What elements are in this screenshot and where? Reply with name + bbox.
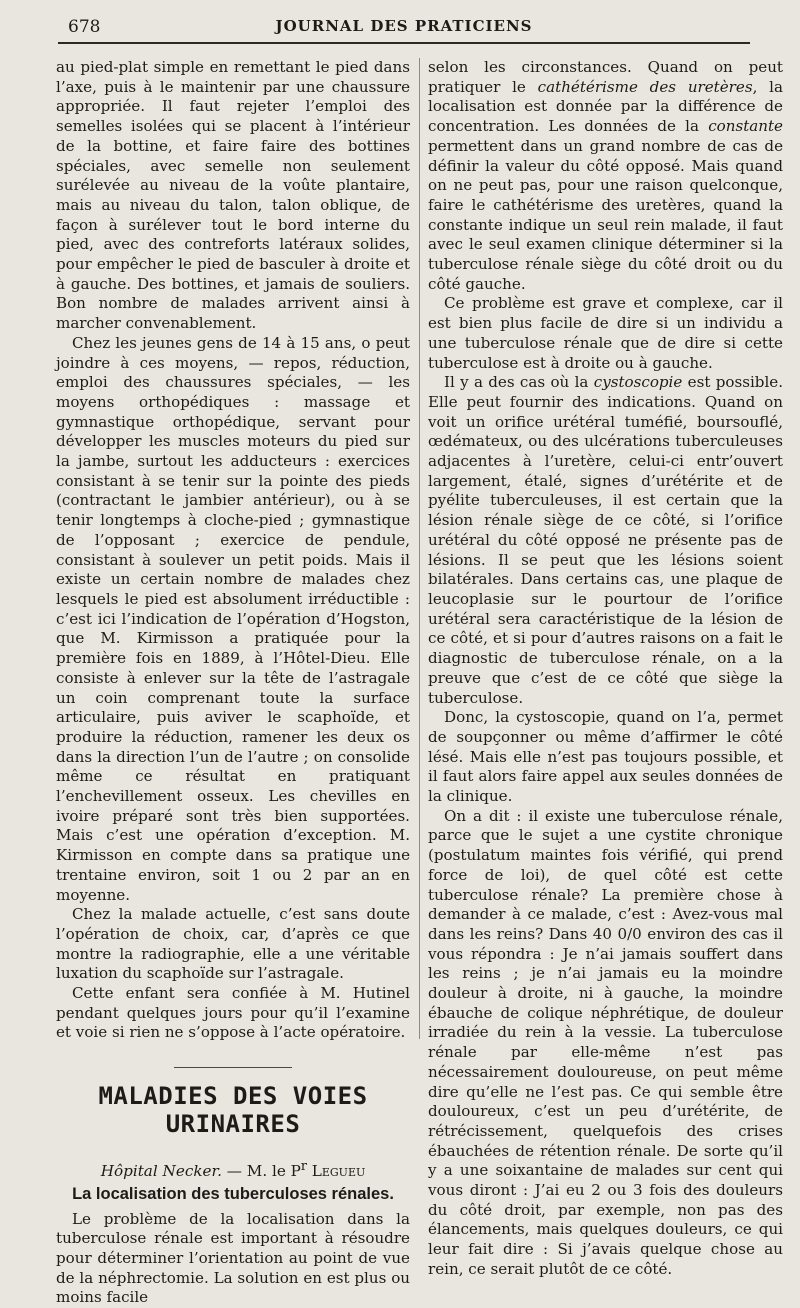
byline	[56, 1156, 410, 1182]
paragraph: Chez la malade actuelle, c’est sans doute l’opération de choix, car, d’après ce que montre la radiographie, elle a une véritable luxation du scaphoïde sur l’astragale.	[56, 905, 410, 983]
running-title: JOURNAL DES PRATICIENS	[275, 17, 533, 35]
article-title: La localisation des tuberculoses rénales.	[72, 1184, 394, 1203]
paragraph: Chez les jeunes gens de 14 à 15 ans, o peut joindre à ces moyens, — repos, réduction, emploi des chaussures spéciales, — les moyens orthopédiques : massage et gymnastique orthopédique, servant pour développer les muscles moteurs du pied sur la jambe, surtout les adducteurs : exercices consistant à se tenir sur la pointe des pieds (contractant le jambier antérieur), ou à se tenir longtemps à cloche-pied ; gymnastique de l’opposant ; exercice de pendule, consistant à soulever un petit poids. Mais il existe un certain nombre de malades chez lesquels le pied est absolument irréductible : c’est ici l’indication de l’opération d’Hogston, que M. Kirmisson a pratiquée pour la première fois en 1889, à l’Hôtel-Dieu. Elle consiste à enlever sur la tête de l’astragale un coin comprenant toute la surface articulaire, puis aviver le scaphoïde, et produire la réduction, ramener les deux os dans la direction l’un de l’autre ; on consolide même ce résultat en pratiquant l’enchevillement osseux. Les chevilles en ivoire préparé sont très bien supportées. Mais c’est une opération d’exception. M. Kirmisson en compte dans sa pratique une trentaine environ, soit 1 ou 2 par an en moyenne.	[56, 333, 410, 904]
byline-name: Legueu	[306, 1162, 366, 1181]
text-run: Il y a des cas où la	[444, 373, 594, 392]
emphasis: cystoscopie	[593, 373, 683, 392]
paragraph: Ce problème est grave et complexe, car il est bien plus facile de dire si un individu a une tuberculose rénale que de dire si cette tuberculose est à droite ou à gauche.	[428, 294, 783, 372]
emphasis: constante	[708, 117, 783, 136]
section-rule	[174, 1067, 292, 1068]
byline-superscript: r	[300, 1158, 307, 1174]
byline-separator: — M. le P	[221, 1162, 301, 1181]
byline-place: Hôpital Necker.	[100, 1162, 222, 1181]
page-header	[58, 14, 750, 44]
section-title: MALADIES DES VOIES URINAIRES	[98, 1082, 368, 1139]
paragraph: Donc, la cystoscopie, quand on l’a, permet de soupçonner ou même d’affirmer le côté lésé. Mais elle n’est pas toujours possible, et il faut alors faire appel aux seules données de la clinique.	[428, 708, 783, 806]
text-run: selon les circonstances. Quand on peut pratiquer le	[428, 58, 783, 96]
text-run: permettent dans un grand nombre de cas de définir la valeur du côté opposé. Mais quand on ne peut pas, pour une raison quelconque, faire le cathétérisme des uretères, quand la constante indique un seul rein malade, il faut avec le seul examen clinique déterminer si la tuberculose rénale siège du côté droit ou du côté gauche.	[428, 136, 783, 293]
emphasis: cathétérisme des uretères	[537, 77, 753, 96]
paragraph: au pied-plat simple en remettant le pied dans l’axe, puis à le maintenir par une chaussure appropriée. Il faut rejeter l’emploi des semelles isolées qui se placent à l’intérieur de la bottine, et faire faire des bottines spéciales, avec semelle non seulement surélevée au niveau de la voûte plantaire, mais au niveau du talon, talon oblique, de façon à surélever tout le bord interne du pied, avec des contreforts latéraux solides, pour empêcher le pied de basculer à droite et à gauche. Des bottines, et jamais de souliers. Bon nombre de malades arrivent ainsi à marcher convenablement.	[56, 58, 410, 333]
paragraph: On a dit : il existe une tuberculose rénale, parce que le sujet a une cystite chronique (postulatum maintes fois vérifié, qui prend force de loi), de quel côté est cette tuberculose rénale? La première chose à demander à ce malade, c’est : Avez-vous mal dans les reins? Dans 40 0/0 environ des cas il vous répondra : Je n’ai jamais souffert dans les reins ; je n’ai jamais eu la moindre douleur à droite, ni à gauche, la moindre ébauche de colique néphrétique, de douleur irradiée du rein à la vessie. La tuberculose rénale par elle-même n’est pas nécessairement douloureuse, on peut même dire qu’elle ne l’est pas. Ce qui semble être douloureux, c’est un peu d’urétérite, de rétrécissement, quelquefois des crises ébauchées de rétention rénale. De sorte qu’il y a une soixantaine de malades sur cent qui vous diront : J’ai eu 2 ou 3 fois des douleurs du côté droit, par exemple, non pas des élancements, mais quelques douleurs, ce qui leur fait dire : Si j’avais quelque chose au rein, ce serait plutôt de ce côté.	[428, 806, 783, 1278]
text-run: est possible. Elle peut fournir des indications. Quand on voit un orifice urétéral tuméfié, boursouflé, œdémateux, ou des ulcérations tuberculeuses adjacentes à l’uretère, celui-ci entr’ouvert largement, étalé, signes d’urétérite et de pyélite tuberculeuses, il est certain que la lésion rénale siège de ce côté, si l’orifice urétéral du côté opposé ne présente pas de lésions. Il se peut que les lésions soient bilatérales. Dans certains cas, une plaque de leucoplasie sur le pourtour de l’orifice urétéral sera caractéristique de la lésion de ce côté, et si pour d’autres raisons on a fait le diagnostic de tuberculose rénale, on a la preuve que c’est de ce côté que siège la tuberculose.	[428, 373, 783, 707]
text-run: , la localisation est donnée par la différence de concentration. Les données de la	[428, 77, 784, 136]
column-divider	[419, 58, 420, 1039]
right-column	[428, 58, 784, 1278]
left-column	[56, 58, 410, 1307]
page-number: 678	[68, 17, 101, 37]
paragraph	[428, 373, 783, 708]
paragraph: Le problème de la localisation dans la tuberculose rénale est important à résoudre pour déterminer l’orientation au point de vue de la néphrectomie. La solution en est plus ou moins facile	[56, 1209, 410, 1307]
paragraph	[428, 58, 783, 294]
paragraph: Cette enfant sera confiée à M. Hutinel pendant quelques jours pour qu’il l’examine et voie si rien ne s’oppose à l’acte opératoire.	[56, 984, 410, 1042]
